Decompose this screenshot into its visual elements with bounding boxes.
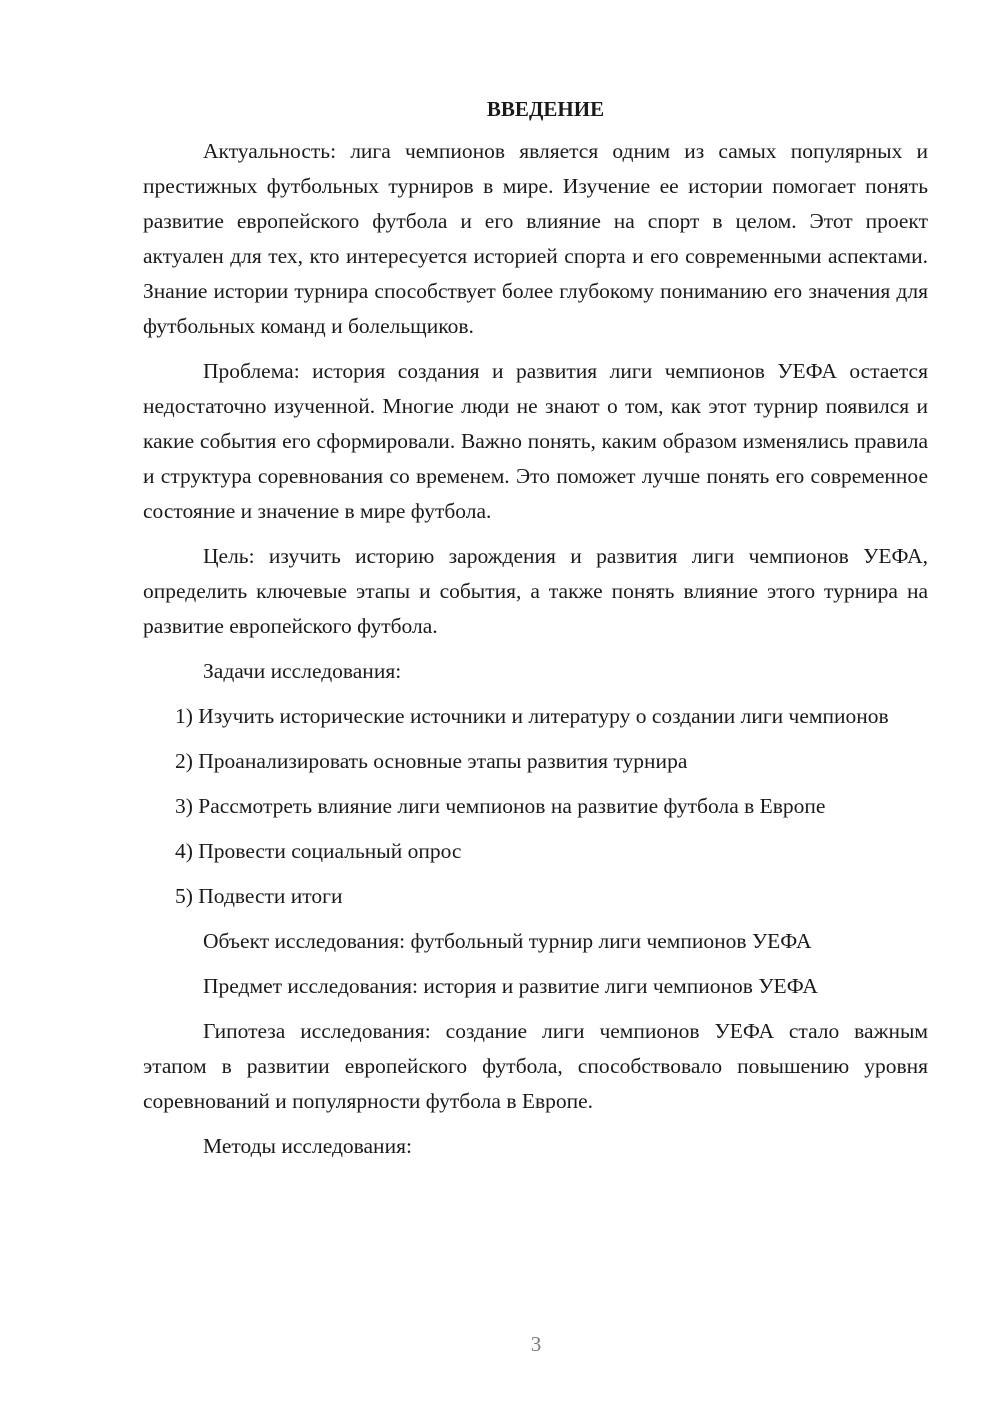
methods-title: Методы исследования:: [203, 1134, 412, 1158]
document-page: [143, 92, 928, 1174]
page-title: ВВЕДЕНИЕ: [486, 97, 605, 121]
page-number: 3: [530, 1332, 542, 1356]
hypothesis-paragraph: Гипотеза исследования: создание лиги чемпионов УЕФА стало важным этапом в развитии европейского футбола, способствовало повышению уровня соревнований и популярности футбола в Европе.: [143, 1019, 928, 1113]
task-item: 2) Проанализировать основные этапы развития турнира: [175, 749, 688, 773]
subject-line: Предмет исследования: история и развитие лиги чемпионов УЕФА: [203, 974, 818, 998]
task-item: 4) Провести социальный опрос: [175, 839, 462, 863]
problem-paragraph: Проблема: история создания и развития лиги чемпионов УЕФА остается недостаточно изученной. Многие люди не знают о том, как этот турнир появился и какие события его сформировали. Важно понять, каким образом изменялись правила и структура соревнования со временем. Это поможет лучше понять его современное состояние и значение в мире футбола.: [143, 359, 928, 523]
task-item: 3) Рассмотреть влияние лиги чемпионов на развитие футбола в Европе: [175, 794, 826, 818]
task-item: 1) Изучить исторические источники и литературу о создании лиги чемпионов: [175, 704, 889, 728]
tasks-title: Задачи исследования:: [203, 659, 402, 683]
task-item: 5) Подвести итоги: [175, 884, 343, 908]
tasks-list: [143, 699, 928, 914]
object-line: Объект исследования: футбольный турнир лиги чемпионов УЕФА: [203, 929, 812, 953]
relevance-paragraph: Актуальность: лига чемпионов является одним из самых популярных и престижных футбольных турниров в мире. Изучение ее истории помогает понять развитие европейского футбола и его влияние на спорт в целом. Этот проект актуален для тех, кто интересуется историей спорта и его современными аспектами. Знание истории турнира способствует более глубокому пониманию его значения для футбольных команд и болельщиков.: [143, 139, 928, 338]
goal-paragraph: Цель: изучить историю зарождения и развития лиги чемпионов УЕФА, определить ключевые этапы и события, а также понять влияние этого турнира на развитие европейского футбола.: [143, 544, 928, 638]
